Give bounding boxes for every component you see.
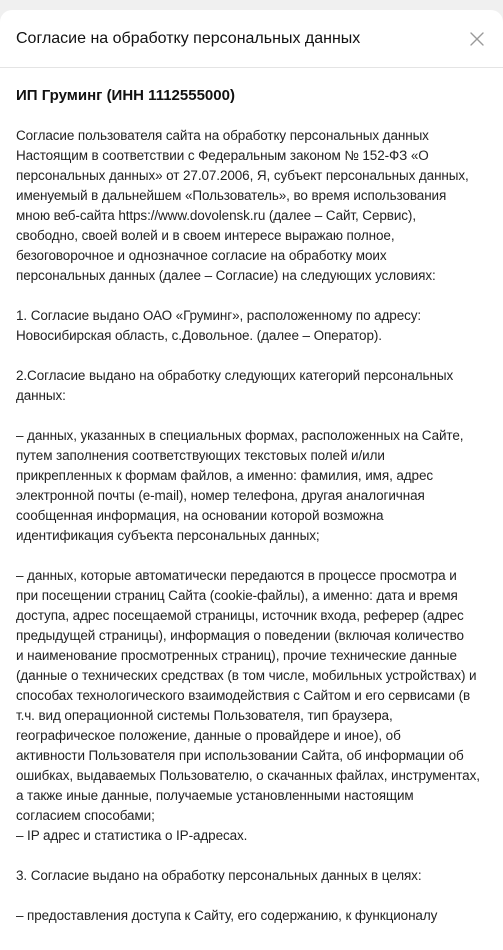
clause-1-paragraph: 1. Согласие выдано ОАО «Груминг», расположенному по адресу: Новосибирская область, с.Довольное. (далее – Оператор). xyxy=(16,308,422,343)
consent-intro-paragraph: Согласие пользователя сайта на обработку персональных данных Настоящим в соответствии с Федеральным законом № 152-ФЗ «О персональных данных» от 27.07.2006, Я, субъект персональных данных, именуемый в дальнейшем «Пользователь», во время использования мною веб-сайта https://www.dovolensk.ru (далее – Сайт, Сервис), свободно, своей волей и в своем интересе выражаю полное, безоговорочное и однозначное согласие на обработку моих персональных данных (далее – Согласие) на следующих условиях: xyxy=(16,128,469,283)
modal-header xyxy=(0,10,503,68)
clause-2-auto-data-paragraph: – данных, которые автоматически передаются в процессе просмотра и при посещении страниц Сайта (cookie-файлы), а именно: дата и время доступа, адрес посещаемой страницы, источник входа, реферер (адрес предыдущей страницы), информация о поведении (включая количество и наименование просмотренных страниц), прочие технические данные (данные о технических средствах (в том числе, мобильных устройствах) и способах технологического взаимодействия с Сайтом и его сервисами (в т.ч. вид операционной системы Пользователя, тип браузера, географическое положение, данные о провайдере и иное), об активности Пользователя при использовании Сайта, об информации об ошибках, выдаваемых Пользователю, о скачанных файлах, инструментах, а также иные данные, получаемые установленными настоящим согласием способами; – IP адрес и статистика о IP-адресах. xyxy=(16,568,480,843)
modal-body xyxy=(0,68,503,926)
consent-modal xyxy=(0,10,503,950)
clause-3-paragraph: 3. Согласие выдано на обработку персональных данных в целях: xyxy=(16,868,422,883)
modal-title: Согласие на обработку персональных данных xyxy=(16,30,361,47)
clause-2-paragraph: 2.Согласие выдано на обработку следующих категорий персональных данных: xyxy=(16,368,454,403)
company-heading: ИП Груминг (ИНН 1112555000) xyxy=(16,87,235,104)
clause-2-form-data-paragraph: – данных, указанных в специальных формах, расположенных на Сайте, путем заполнения соответствующих текстовых полей и/или прикрепленных к формам файлов, а именно: фамилия, имя, адрес электронной почты (e-mail), номер телефона, другая аналогичная сообщенная информация, на основании которой возможна идентификация субъекта персональных данных; xyxy=(16,428,464,543)
clause-3-access-paragraph: – предоставления доступа к Сайту, его содержанию, к функционалу xyxy=(16,908,438,923)
close-button[interactable] xyxy=(467,29,487,49)
close-icon xyxy=(467,29,487,49)
